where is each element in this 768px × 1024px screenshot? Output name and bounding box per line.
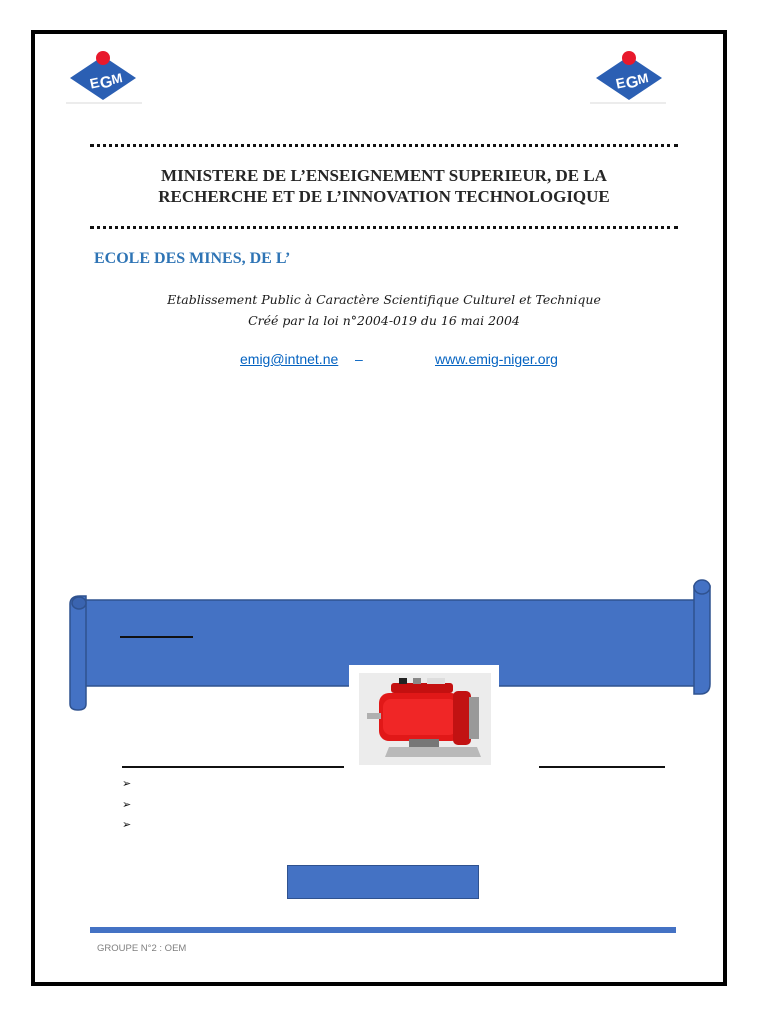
emig-logo-right xyxy=(590,46,668,104)
svg-text:G: G xyxy=(98,73,115,93)
school-creation-line: Créé par la loi n°2004-019 du 16 mai 2004 xyxy=(248,313,520,328)
dotted-divider-bottom xyxy=(90,226,678,229)
emig-logo-icon xyxy=(64,46,142,104)
banner-underline xyxy=(120,636,193,638)
underline-left xyxy=(122,766,344,768)
bullet-arrow: ➢ xyxy=(122,818,132,831)
bullet-arrow: ➢ xyxy=(122,777,132,790)
svg-text:M: M xyxy=(109,70,124,88)
footer-bar xyxy=(90,927,676,933)
school-name: ECOLE DES MINES, DE L’ xyxy=(94,250,291,267)
blue-text-box xyxy=(287,865,479,899)
svg-text:M: M xyxy=(635,70,650,88)
school-status-line: Etablissement Public à Caractère Scientifique Culturel et Technique xyxy=(167,292,601,307)
dotted-divider-top xyxy=(90,144,678,147)
contact-separator: – xyxy=(355,351,363,367)
svg-text:E: E xyxy=(614,74,627,92)
website-link[interactable]: www.emig-niger.org xyxy=(435,351,558,367)
ministry-line-2: RECHERCHE ET DE L’INNOVATION TECHNOLOGIQUE xyxy=(158,187,610,206)
ministry-heading xyxy=(90,165,678,207)
emig-logo-icon xyxy=(590,46,668,104)
svg-text:G: G xyxy=(624,73,641,93)
email-link[interactable]: emig@intnet.ne xyxy=(240,351,339,367)
svg-text:E: E xyxy=(88,74,101,92)
electric-motor-photo xyxy=(349,665,499,769)
motor-image xyxy=(349,665,499,769)
ministry-line-1: MINISTERE DE L’ENSEIGNEMENT SUPERIEUR, DE LA xyxy=(161,166,607,185)
emig-logo-left xyxy=(64,46,142,104)
footer-group-label: GROUPE N°2 : OEM xyxy=(97,943,187,954)
underline-right xyxy=(539,766,665,768)
bullet-arrow: ➢ xyxy=(122,798,132,811)
